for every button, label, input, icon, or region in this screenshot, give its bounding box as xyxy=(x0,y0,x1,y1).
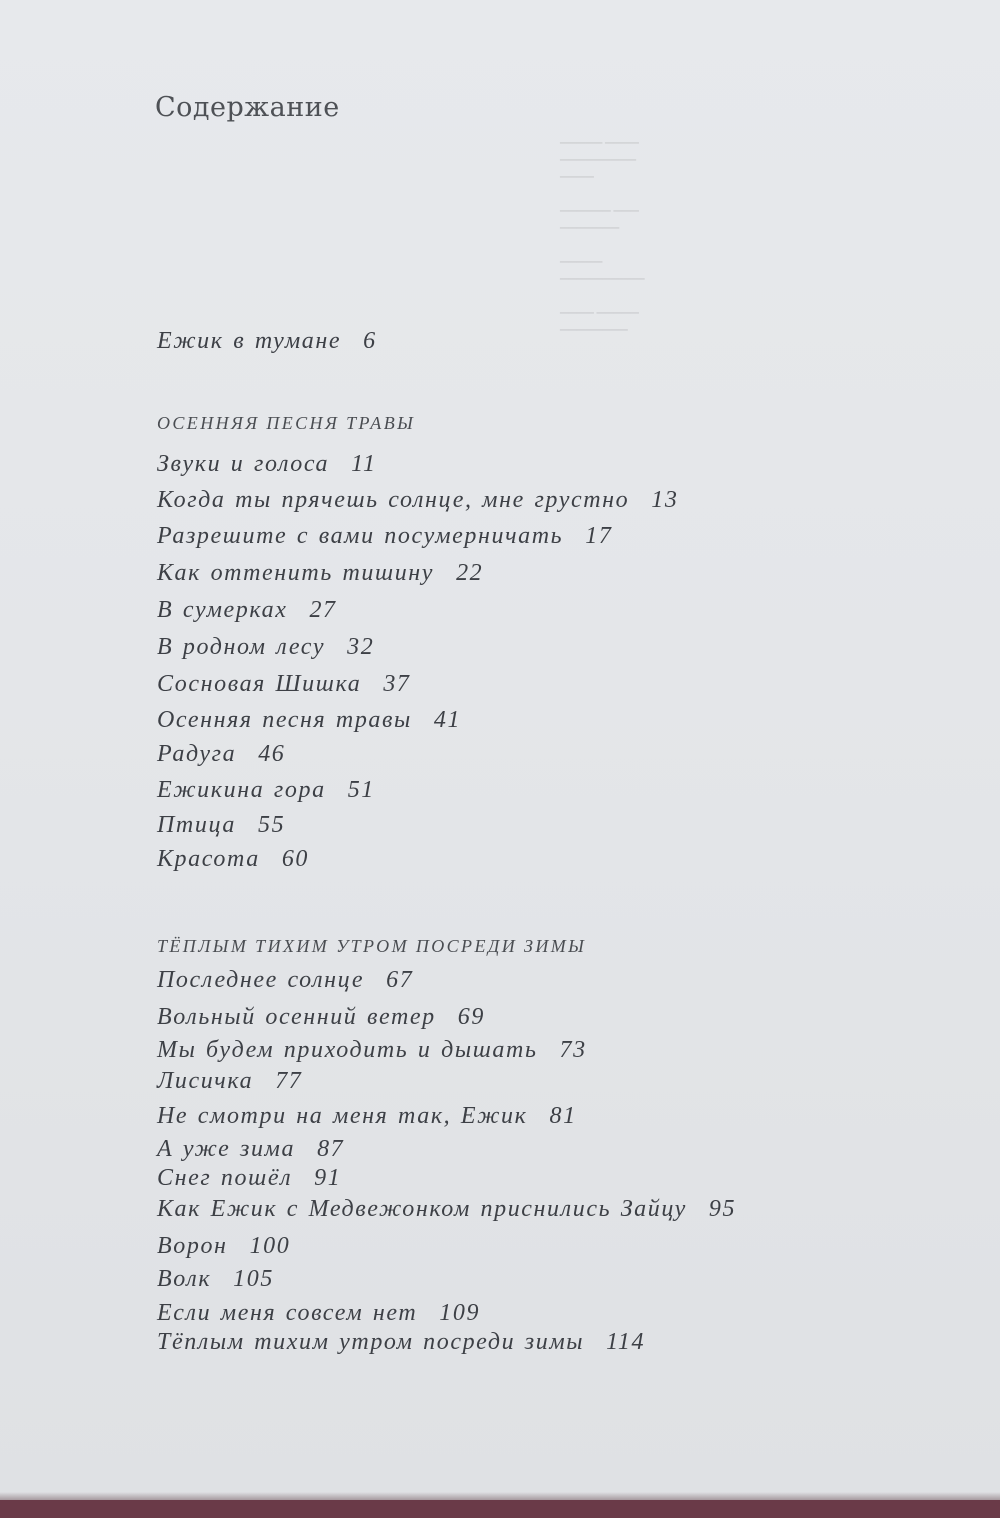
toc-entry xyxy=(157,707,461,734)
page-title: Содержание xyxy=(155,92,340,123)
toc-entry xyxy=(157,1196,736,1223)
toc-entry xyxy=(157,1004,485,1031)
toc-entry-page: 60 xyxy=(281,846,310,872)
toc-entry-title: Если меня совсем нет xyxy=(157,1300,418,1326)
toc-entry xyxy=(157,487,678,514)
toc-entry-title: В сумерках xyxy=(157,597,288,623)
toc-entry xyxy=(157,1233,290,1260)
toc-entry xyxy=(157,846,309,873)
toc-entry-title: Снег пошёл xyxy=(157,1165,293,1191)
toc-entry-title: Лисичка xyxy=(157,1068,254,1094)
toc-entry-title: Ежик в тумане xyxy=(157,328,342,354)
toc-entry-title: Волк xyxy=(157,1266,212,1292)
toc-entry-page: 13 xyxy=(651,487,679,513)
toc-entry xyxy=(157,523,612,550)
toc-entry-page: 81 xyxy=(549,1103,577,1129)
toc-entry-page: 37 xyxy=(383,671,411,697)
toc-entry-title: Разрешите с вами посумерничать xyxy=(157,523,564,549)
toc-entry-page: 27 xyxy=(309,597,337,623)
toc-entry-title: Не смотри на меня так, Ежик xyxy=(157,1103,528,1129)
toc-entry-title: Как Ежик с Медвежонком приснились Зайцу xyxy=(157,1196,687,1222)
toc-entry-title: Звуки и голоса xyxy=(157,451,330,477)
toc-entry xyxy=(157,1068,302,1095)
page-edge-shadow xyxy=(0,1492,1000,1500)
toc-entry-page: 11 xyxy=(351,451,377,477)
toc-entry-title: А уже зима xyxy=(157,1136,296,1162)
toc-entry-title: Ежикина гора xyxy=(157,777,326,803)
show-through-text: ▁▁▁▁▁ ▁▁▁▁ ▁▁▁▁▁▁▁▁▁ ▁▁▁▁ ▁▁▁▁▁▁ ▁▁▁ ▁▁▁▁▁▁▁ ▁▁▁▁▁ ▁▁▁▁▁▁▁▁▁▁ ▁▁▁▁ ▁▁▁▁▁ ▁▁▁▁▁▁▁▁ xyxy=(560,132,645,331)
toc-entry xyxy=(157,1136,344,1163)
toc-entry-title: Птица xyxy=(157,812,236,838)
toc-entry-title: Ворон xyxy=(157,1233,228,1259)
toc-entry xyxy=(157,1037,587,1064)
toc-entry-page: 67 xyxy=(386,967,414,993)
toc-entry xyxy=(157,1165,341,1192)
toc-entry xyxy=(157,741,285,768)
toc-entry-title: Мы будем приходить и дышать xyxy=(157,1037,538,1063)
toc-entry-title: Осенняя песня травы xyxy=(157,707,412,733)
toc-entry-page: 105 xyxy=(233,1266,274,1292)
toc-entry xyxy=(157,1103,577,1130)
toc-entry xyxy=(157,1266,274,1293)
toc-entry-page: 109 xyxy=(439,1300,481,1326)
section-title: ОСЕННЯЯ ПЕСНЯ ТРАВЫ xyxy=(157,413,416,433)
toc-entry-title: В родном лесу xyxy=(157,634,326,660)
toc-entry-page: 87 xyxy=(317,1136,345,1162)
toc-entry xyxy=(157,560,483,587)
toc-entry-page: 95 xyxy=(708,1196,737,1222)
toc-entry-page: 17 xyxy=(585,523,613,549)
toc-entry-page: 73 xyxy=(559,1037,587,1063)
toc-entry-title: Вольный осенний ветер xyxy=(157,1004,436,1030)
toc-entry-page: 32 xyxy=(347,634,375,660)
toc-entry-title: Сосновая Шишка xyxy=(157,671,362,697)
toc-entry xyxy=(157,967,413,994)
toc-entry-title: Как оттенить тишину xyxy=(157,560,435,586)
toc-entry-page: 100 xyxy=(249,1233,291,1259)
toc-entry-page: 69 xyxy=(457,1004,485,1030)
toc-entry-page: 91 xyxy=(314,1165,342,1191)
toc-entry-page: 77 xyxy=(275,1068,303,1094)
toc-entry xyxy=(157,597,337,624)
toc-entry-title: Радуга xyxy=(157,741,237,767)
toc-entry-page: 51 xyxy=(347,777,375,803)
toc-entry-page: 22 xyxy=(456,560,484,586)
toc-entry-page: 6 xyxy=(363,328,377,354)
toc-entry xyxy=(157,671,411,698)
toc-entry xyxy=(157,812,285,839)
toc-entry-page: 41 xyxy=(433,707,462,733)
toc-entry-page: 55 xyxy=(257,812,286,838)
toc-entry-standalone xyxy=(157,328,377,355)
toc-entry-page: 114 xyxy=(606,1329,646,1355)
toc-entry xyxy=(157,777,375,804)
toc-entry xyxy=(157,634,374,661)
toc-entry-title: Красота xyxy=(157,846,260,872)
toc-entry-title: Последнее солнце xyxy=(157,967,365,993)
toc-entry xyxy=(157,1300,480,1327)
toc-entry-page: 46 xyxy=(258,741,286,767)
toc-entry xyxy=(157,451,377,478)
toc-entry-title: Тёплым тихим утром посреди зимы xyxy=(157,1329,585,1355)
toc-entry-title: Когда ты прячешь солнце, мне грустно xyxy=(157,487,630,513)
toc-entry xyxy=(157,1329,645,1356)
section-title: ТЁПЛЫМ ТИХИМ УТРОМ ПОСРЕДИ ЗИМЫ xyxy=(157,936,587,956)
